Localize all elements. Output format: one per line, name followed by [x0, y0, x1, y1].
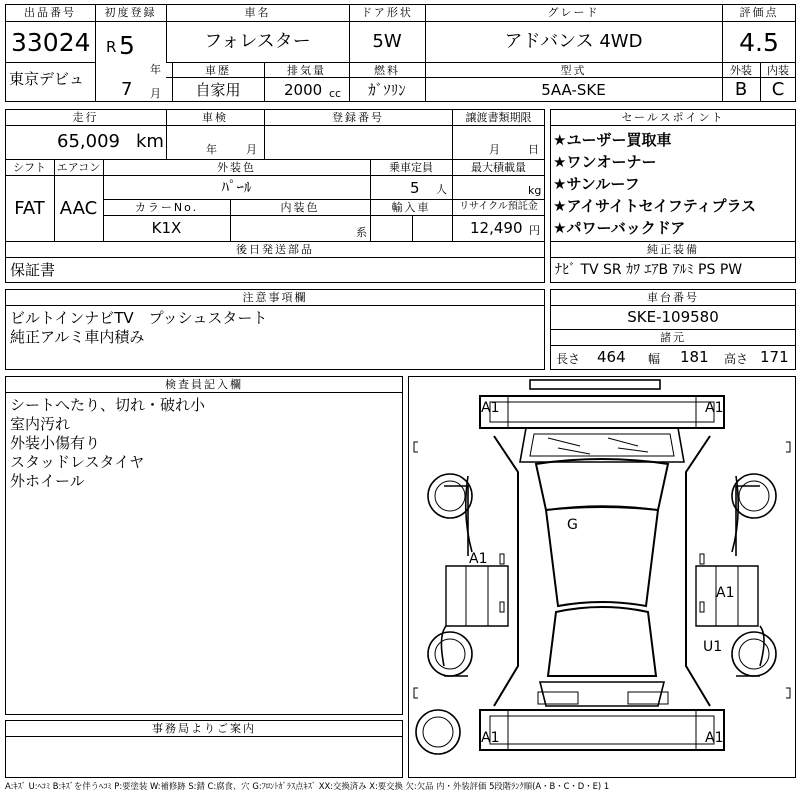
shift: FAT [14, 198, 45, 219]
color-label: 外装色 [217, 161, 256, 174]
mark-right-door: A1 [716, 585, 735, 601]
color-no-label: カラーNo. [134, 201, 199, 214]
score-label: 評価点 [739, 6, 779, 19]
mark-right-rear: U1 [703, 639, 723, 655]
chassis-label: 車台番号 [647, 291, 699, 304]
legend: A:ｷｽﾞ U:ﾍｺﾐ B:ｷｽﾞを伴うﾍｺﾐ P:要塗装 W:補修跡 S:錆 C:腐食、穴 G:ﾌﾛﾝﾄｶﾞﾗｽ点ｷｽﾞ XX:交換済み X:要交換 欠:欠品 内・外装評価 5段階ﾗﾝｸ順(A・B・C・D・E) 1 [5, 781, 610, 791]
month-unit: 月 [150, 87, 161, 100]
displacement-label: 排気量 [287, 64, 326, 77]
lot-label: 出品番号 [24, 6, 76, 19]
inspection-year-unit: 年 [206, 143, 217, 156]
interior-grade: C [771, 79, 785, 100]
fuel: ｶﾞｿﾘﾝ [368, 81, 406, 99]
capacity: 5 [410, 179, 420, 197]
mark-rear-left: A1 [481, 730, 500, 746]
inspector-line: スタッドレスタイヤ [10, 453, 145, 471]
inspector-line: 外ホイール [10, 472, 85, 490]
transfer-day-unit: 日 [528, 143, 539, 156]
year-unit: 年 [150, 63, 161, 76]
width: 181 [680, 348, 709, 366]
interior-label: 内装 [767, 64, 789, 77]
inspection-label: 車検 [202, 111, 228, 124]
sales-point-item: ★サンルーフ [553, 175, 640, 193]
transfer-month-unit: 月 [489, 143, 500, 156]
exterior-label: 外装 [730, 64, 752, 77]
door-type: 5W [372, 31, 402, 52]
inspector-line: 外装小傷有り [10, 434, 101, 452]
recycle-fee: 12,490 [470, 219, 523, 237]
mark-front-left: A1 [481, 400, 500, 416]
ac-label: エアコン [56, 161, 101, 174]
debut-label: 東京デビュ [9, 70, 85, 88]
mileage-label: 走行 [72, 111, 99, 124]
dimensions-label: 諸元 [660, 331, 686, 344]
ac: AAC [59, 198, 98, 219]
inspector-line: シートへたり、切れ・破れ小 [10, 396, 206, 414]
height-label: 高さ [724, 352, 749, 366]
car-name: フォレスター [204, 31, 311, 52]
mark-windshield: G [567, 517, 578, 533]
lot-number: 33024 [11, 28, 91, 57]
length-label: 長さ [556, 352, 581, 366]
equipment-label: 純正装備 [647, 243, 699, 256]
model: 5AA-SKE [541, 81, 606, 99]
score: 4.5 [739, 28, 779, 57]
inspector-label: 検査員記入欄 [165, 378, 243, 391]
color-no: K1X [151, 219, 182, 237]
era: R [106, 38, 117, 56]
note-line: ビルトインナビTV プッシュスタート [10, 309, 268, 327]
history-label: 車歴 [205, 64, 231, 77]
interior-color-unit: 系 [356, 226, 367, 239]
inspection-month-unit: 月 [246, 143, 257, 156]
notes-list [10, 309, 267, 347]
color: ﾊﾟｰﾙ [221, 178, 252, 196]
recycle-label: リサイクル預託金 [459, 201, 538, 212]
mark-front-right: A1 [705, 400, 724, 416]
capacity-unit: 人 [436, 183, 447, 196]
grade: アドバンス 4WD [504, 31, 643, 52]
mark-left-door: A1 [469, 551, 488, 567]
note-line: 純正アルミ車内積み [10, 328, 145, 346]
parts: 保証書 [10, 261, 56, 279]
interior-color-label: 内装色 [280, 201, 320, 214]
displacement-unit: cc [329, 87, 342, 100]
plate-label: 登録番号 [332, 111, 384, 124]
import-label: 輸入車 [391, 201, 431, 214]
load-label: 最大積載量 [471, 161, 526, 174]
load-unit: kg [528, 184, 542, 197]
reg-year: 5 [119, 31, 135, 60]
displacement: 2000 [284, 81, 323, 99]
model-label: 型式 [560, 64, 587, 77]
office-label: 事務局よりご案内 [152, 722, 256, 735]
history: 自家用 [195, 81, 241, 99]
door-label: ドア形状 [361, 6, 413, 19]
exterior-grade: B [734, 79, 748, 100]
notes-label: 注意事項欄 [242, 291, 308, 304]
sales-point-item: ★パワーバックドア [553, 219, 686, 237]
transfer-label: 譲渡書類期限 [465, 111, 532, 124]
shift-label: シフト [13, 161, 46, 174]
sales-point-item: ★アイサイトセイフティプラス [553, 197, 757, 215]
sales-point-item: ★ワンオーナー [553, 153, 657, 171]
recycle-unit: 円 [529, 224, 540, 237]
mark-rear-right: A1 [705, 730, 724, 746]
mileage-unit: km [136, 131, 164, 152]
sales-points-label: セールスポイント [621, 111, 725, 124]
sales-points-list [553, 129, 756, 239]
length: 464 [597, 348, 626, 366]
inspector-line: 室内汚れ [10, 415, 71, 433]
car-diagram [408, 376, 796, 778]
name-label: 車名 [244, 6, 271, 19]
reg-month: 7 [121, 79, 133, 100]
inspector-list [10, 396, 205, 491]
fuel-label: 燃料 [374, 64, 400, 77]
height: 171 [760, 348, 789, 366]
parts-label: 後日発送部品 [236, 243, 314, 256]
grade-label: グレード [547, 6, 600, 19]
equipment: ﾅﾋﾞ TV SR ｶﾜ ｴｱB ｱﾙﾐ PS PW [555, 262, 743, 278]
chassis-number: SKE-109580 [627, 308, 719, 326]
sales-point-item: ★ユーザー買取車 [553, 131, 672, 149]
reg-label: 初度登録 [104, 6, 157, 19]
capacity-label: 乗車定員 [389, 161, 433, 174]
width-label: 幅 [648, 352, 661, 366]
mileage: 65,009 [57, 131, 120, 152]
